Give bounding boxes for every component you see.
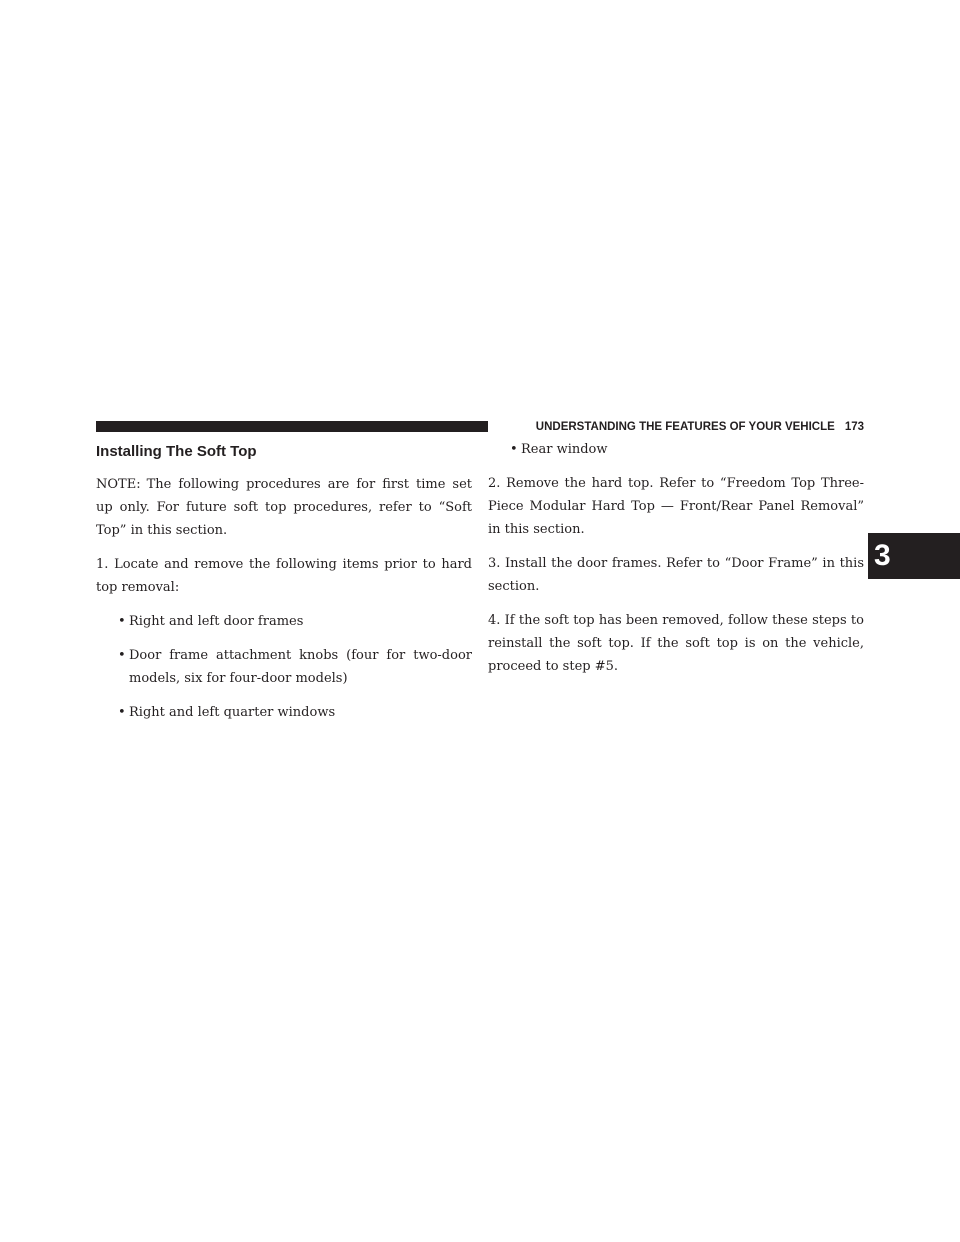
bullet-icon: •	[118, 614, 126, 629]
list-item-text: Right and left quarter windows	[129, 705, 336, 720]
chapter-number: 3	[874, 539, 891, 572]
right-column	[488, 438, 864, 689]
chapter-tab	[868, 533, 960, 579]
removal-items-list	[96, 610, 472, 724]
running-header-title: UNDERSTANDING THE FEATURES OF YOUR VEHICLE	[535, 421, 835, 433]
left-column	[96, 438, 472, 735]
note-label: NOTE:	[96, 477, 141, 492]
list-item	[96, 701, 472, 724]
bullet-icon: •	[118, 648, 126, 663]
list-item-text: Door frame attachment knobs (four for two-door models, six for four-door models)	[129, 648, 472, 686]
running-header	[508, 418, 864, 436]
section-heading: Installing The Soft Top	[96, 443, 257, 460]
header-rule-bar	[96, 421, 488, 432]
list-item	[488, 438, 864, 461]
list-item	[96, 644, 472, 690]
removal-items-list-continued	[488, 438, 864, 461]
step-2: 2. Remove the hard top. Refer to “Freedom Top Three-Piece Modular Hard Top — Front/Rear Panel Removal” in this section.	[488, 476, 864, 537]
list-item	[96, 610, 472, 633]
bullet-icon: •	[118, 705, 126, 720]
bullet-icon: •	[510, 442, 518, 457]
note-paragraph	[96, 473, 472, 542]
step-3: 3. Install the door frames. Refer to “Door Frame” in this section.	[488, 556, 864, 594]
list-item-text: Rear window	[521, 442, 608, 457]
note-text: The following procedures are for first time set up only. For future soft top procedures, refer to “Soft Top” in this section.	[96, 477, 472, 538]
page-number: 173	[844, 421, 864, 433]
list-item-text: Right and left door frames	[129, 614, 304, 629]
step-4: 4. If the soft top has been removed, follow these steps to reinstall the soft top. If the soft top is on the vehicle, proceed to step #5.	[488, 613, 864, 674]
step-1: 1. Locate and remove the following items prior to hard top removal:	[96, 557, 472, 595]
